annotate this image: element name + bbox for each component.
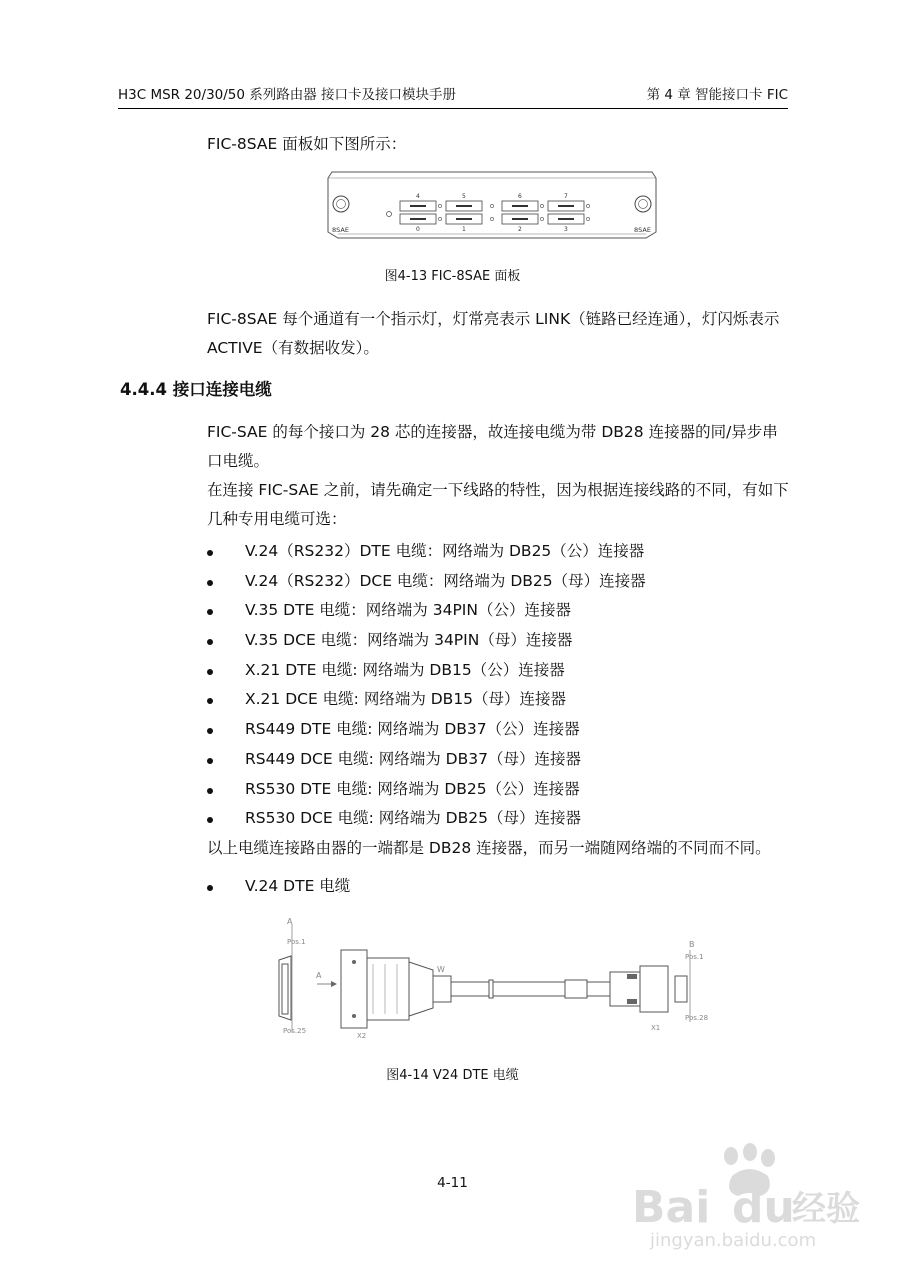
label-pos25: Pos.25 xyxy=(283,1027,307,1035)
bullet-icon xyxy=(207,885,213,891)
bullet-icon xyxy=(207,609,213,615)
paragraph: 在连接 FIC-SAE 之前，请先确定一下线路的特性，因为根据连接线路的不同，有如下几种专用电缆可选： xyxy=(207,481,789,528)
fic-8sae-panel-figure xyxy=(322,168,662,246)
list-item: X.21 DTE 电缆: 网络端为 DB15（公）连接器 xyxy=(207,656,646,686)
list-item: V.35 DTE 电缆：网络端为 34PIN（公）连接器 xyxy=(207,596,646,626)
panel-description: FIC-8SAE 每个通道有一个指示灯，灯常亮表示 LINK（链路已经连通），灯闪烁表示 ACTIVE（有数据收发）。 xyxy=(207,310,780,357)
label-pos1-right: Pos.1 xyxy=(685,953,704,961)
label-a: A xyxy=(287,917,293,926)
label-x2: X2 xyxy=(357,1032,367,1040)
port-number-top: 4 xyxy=(416,193,420,200)
list-item: RS449 DTE 电缆: 网络端为 DB37（公）连接器 xyxy=(207,715,646,745)
bullet-icon xyxy=(207,728,213,734)
port-number-bottom: 0 xyxy=(416,226,420,233)
figure-caption: 图4-13 FIC-8SAE 面板 xyxy=(384,269,521,284)
label-x1: X1 xyxy=(651,1024,661,1032)
panel-right-label: 8SAE xyxy=(634,226,651,234)
svg-text:经验: 经验 xyxy=(792,1189,860,1229)
header-left-title: H3C MSR 20/30/50 系列路由器 接口卡及接口模块手册 xyxy=(118,87,457,103)
baidu-watermark-logo xyxy=(628,1140,868,1250)
list-item: V.24 DTE 电缆 xyxy=(207,872,350,901)
port-number-bottom: 1 xyxy=(462,226,466,233)
bullet-icon xyxy=(207,788,213,794)
port-number-bottom: 3 xyxy=(564,226,568,233)
svg-text:Bai: Bai xyxy=(632,1182,711,1233)
bullet-icon xyxy=(207,669,213,675)
bullet-icon xyxy=(207,758,213,764)
label-b: B xyxy=(689,940,695,949)
header-right-chapter: 第 4 章 智能接口卡 FIC xyxy=(646,87,788,103)
figure-caption: 图4-14 V24 DTE 电缆 xyxy=(386,1068,519,1083)
paragraph: FIC-SAE 的每个接口为 28 芯的连接器，故连接电缆为带 DB28 连接器的同/异步串口电缆。 xyxy=(207,423,778,470)
cable-list xyxy=(207,537,646,834)
bullet-icon xyxy=(207,698,213,704)
v24-dte-cable-figure xyxy=(265,912,725,1047)
svg-text:du: du xyxy=(732,1182,795,1233)
page-header xyxy=(118,82,788,109)
port-number-top: 6 xyxy=(518,193,522,200)
port-number-top: 7 xyxy=(564,193,568,200)
section-title: 4.4.4 接口连接电缆 xyxy=(120,380,272,399)
watermark-url: jingyan.baidu.com xyxy=(650,1230,817,1250)
label-w: W xyxy=(437,965,445,974)
summary-paragraph: 以上电缆连接路由器的一端都是 DB28 连接器，而另一端随网络端的不同而不同。 xyxy=(207,839,771,857)
list-item: V.24（RS232）DCE 电缆：网络端为 DB25（母）连接器 xyxy=(207,567,646,597)
bullet-icon xyxy=(207,817,213,823)
list-item: RS530 DCE 电缆: 网络端为 DB25（母）连接器 xyxy=(207,804,646,834)
list-item: RS449 DCE 电缆: 网络端为 DB37（母）连接器 xyxy=(207,745,646,775)
port-number-bottom: 2 xyxy=(518,226,522,233)
label-pos28: Pos.28 xyxy=(685,1014,709,1022)
bullet-icon xyxy=(207,550,213,556)
list-item: V.35 DCE 电缆：网络端为 34PIN（母）连接器 xyxy=(207,626,646,656)
bullet-icon xyxy=(207,580,213,586)
panel-left-label: 8SAE xyxy=(332,226,349,234)
figure-intro: FIC-8SAE 面板如下图所示： xyxy=(207,135,407,153)
list-item: X.21 DCE 电缆: 网络端为 DB15（母）连接器 xyxy=(207,685,646,715)
page-number: 4-11 xyxy=(437,1175,468,1191)
label-pos1-left: Pos.1 xyxy=(287,938,306,946)
label-a-arrow: A xyxy=(316,971,322,980)
list-item: RS530 DTE 电缆: 网络端为 DB25（公）连接器 xyxy=(207,775,646,805)
list-item: V.24（RS232）DTE 电缆：网络端为 DB25（公）连接器 xyxy=(207,537,646,567)
bullet-icon xyxy=(207,639,213,645)
port-number-top: 5 xyxy=(462,193,466,200)
